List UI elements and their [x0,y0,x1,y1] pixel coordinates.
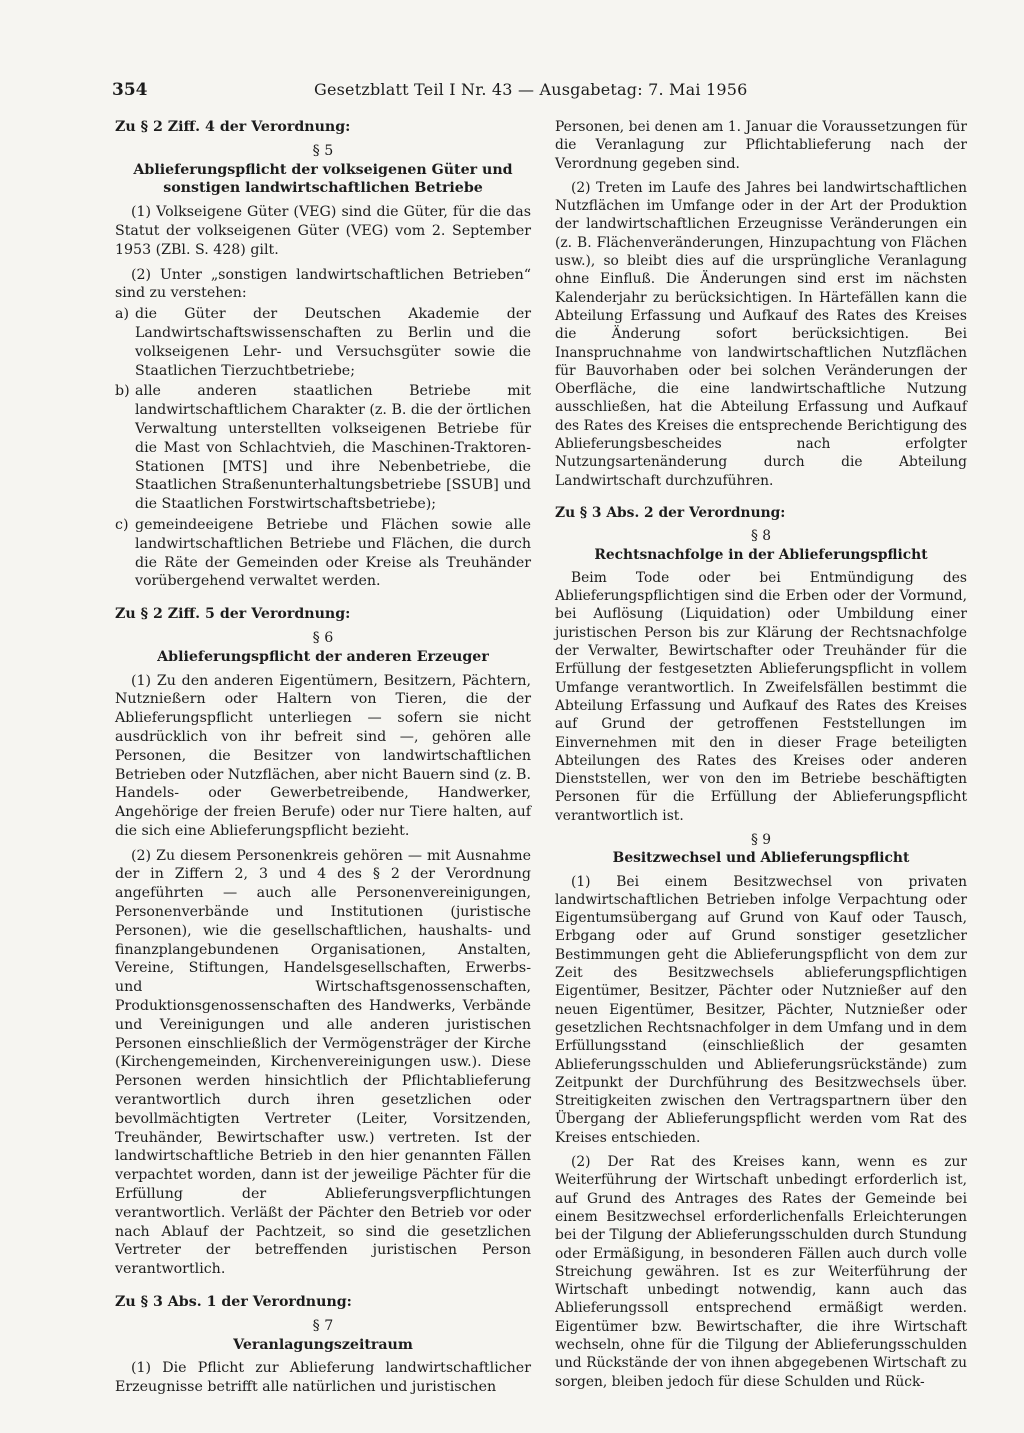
body-text: (2) Der Rat des Kreises kann, wenn es zur Weiterführung der Wirtschaft unbedingt erforderlich ist, auf Grund des Antrages des Rates der Gemeinde bei einem Besitzwechsel erforderlichenfalls Erleichterungen bei der Tilgung der Ablieferungsschulden durch Stundung oder Ermäßigung, in besonderen Fällen auch durch volle Streichung gewähren. Ist es zur Weiterführung der Wirtschaft unbedingt notwendig, kann auch das Ablieferungssoll entsprechend ermäßigt werden. Eigentümer bzw. Bewirtschafter, die ihre Wirtschaft wechseln, ohne für die Tilgung der Ablieferungsschulden und Rückstände der von ihnen abgegebenen Wirtschaft zu sorgen, bleiben jedoch für diese Schulden und Rück- [555,1154,967,1390]
running-title: Gesetzblatt Teil I Nr. 43 — Ausgabetag: 7. Mai 1956 [314,80,748,99]
body-text: (1) Die Pflicht zur Ablieferung landwirtschaftlicher Erzeugnisse betrifft alle natürlichen und juristischen [115,1360,531,1396]
body-text: Personen, bei denen am 1. Januar die Voraussetzungen für die Veranlagung zur Pflichtablieferung nach der Verordnung gegeben sind. [555,119,967,172]
list-label: c) [115,516,129,533]
list-text: alle anderen staatlichen Betriebe mit landwirtschaftlichem Charakter (z. B. die der örtlichen Verwaltung unterstellten volkseigenen Betriebe für die Mast von Schlachtvieh, die Maschinen-Traktoren-Stationen [MTS] und ihre Nebenbetriebe, die Staatlichen Straßenunterhaltungsbetriebe [SSUB] und die Staatlichen Forstwirtschaftsbetriebe); [135,383,531,513]
body-text: Beim Tode oder bei Entmündigung des Ablieferungspflichtigen sind die Erben oder der Vormund, bei Auflösung (Liquidation) oder Umbildung einer juristischen Person bis zur Klärung der Rechtsnachfolge der Verwalter, Bewirtschafter oder Treuhänder für die Erfüllung der festgesetzten Ablieferungspflicht in vollem Umfange verantwortlich. In Zweifelsfällen bestimmt die Abteilung Erfassung und Aufkauf des Rates des Kreises auf Grund der getroffenen Feststellungen im Einvernehmen mit den in dieser Frage beteiligten Abteilungen des Rates des Kreises oder anderen Dienststellen, wer von den im Betriebe beschäftigten Personen für die Erfüllung der Ablieferungspflicht verantwortlich ist. [555,569,967,824]
paragraph-title: Besitzwechsel und Ablieferungspflicht [612,850,910,867]
body-text: (1) Volkseigene Güter (VEG) sind die Güter, für die das Statut der volkseigenen Güter (VEG) vom 2. September 1953 (ZBl. S. 428) gilt. [115,204,531,258]
section-reference: Zu § 2 Ziff. 5 der Verordnung: [115,606,351,623]
body-text: (1) Zu den anderen Eigentümern, Besitzern, Pächtern, Nutznießern oder Haltern von Tieren, die der Ablieferungspflicht unterliegen — sofern sie nicht ausdrücklich von ihr befreit sind —, gehören alle Personen, die Besitzer von landwirtschaftlichen Betrieben oder Nutzflächen, aber nicht Bauern sind (z. B. Handels- oder Gewerbetreibende, Handwerker, Angehörige der freien Berufe) oder nur Tiere halten, auf die sich eine Ablieferungspflicht bezieht. [115,672,531,839]
list-label: b) [115,383,130,400]
body-text: (2) Zu diesem Personenkreis gehören — mit Ausnahme der in Ziffern 2, 3 und 4 des § 2 der Verordnung angeführten — auch alle Personenvereinigungen, Personenverbände und Institutionen (juristische Personen), wie die gesellschaftlichen, haushalts- und finanzplangebundenen Organisationen, Anstalten, Vereine, Stiftungen, Handelsgesellschaften, Erwerbs- und Wirtschaftsgenossenschaften, Produktionsgenossenschaften des Handwerks, Verbände und Vereinigungen und alle anderen juristischen Personen einschließlich der Vermögensträger der Kirche (Kirchengemeinden, Kirchenvereinigungen usw.). Diese Personen werden hinsichtlich der Pflichtablieferung verantwortlich durch ihren gesetzlichen oder bevollmächtigten Vertreter (Leiter, Vorsitzenden, Treuhänder, Bewirtschafter usw.) vertreten. Ist der landwirtschaftliche Betrieb in den hier genannten Fällen verpachtet worden, dann ist der jeweilige Pächter für die Erfüllung der Ablieferungsverpflichtungen verantwortlich. Verläßt der Pächter den Betrieb vor oder nach Ablauf der Pachtzeit, so sind die gesetzlichen Vertreter der betreffenden juristischen Person verantwortlich. [115,847,531,1278]
list-item [115,516,531,591]
paragraph-title: Veranlagungszeitraum [233,1336,413,1353]
list-text: gemeindeeigene Betriebe und Flächen sowie alle landwirtschaftlichen Betriebe und Flächen, die durch die Räte der Gemeinden oder Kreise als Treuhänder vorübergehend verwaltet werden. [135,516,531,590]
paragraph-number: § 6 [312,629,334,646]
section-reference: Zu § 2 Ziff. 4 der Verordnung: [115,119,351,135]
right-column [555,118,967,1397]
left-column [115,118,531,1403]
list-label: a) [115,306,129,323]
list-text: die Güter der Deutschen Akademie der Landwirtschaftswissenschaften zu Berlin und die volkseigenen Lehr- und Versuchsgüter sowie die Staatlichen Tierzuchtbetriebe; [135,306,531,379]
paragraph-number: § 8 [750,528,772,545]
body-text: (2) Unter „sonstigen landwirtschaftlichen Betrieben“ sind zu verstehen: [115,266,531,302]
paragraph-number: § 9 [750,831,772,848]
paragraph-number: § 5 [312,142,334,159]
paragraph-title: Ablieferungspflicht der anderen Erzeuger [157,648,489,665]
paragraph-title: Rechtsnachfolge in der Ablieferungspflicht [594,546,928,563]
paragraph-number: § 7 [312,1317,334,1334]
section-reference: Zu § 3 Abs. 1 der Verordnung: [115,1294,352,1311]
body-text: (2) Treten im Laufe des Jahres bei landwirtschaftlichen Nutzflächen im Umfange oder in der Art der Produktion der landwirtschaftlichen Erzeugnisse Veränderungen ein (z. B. Flächenveränderungen, Hinzupachtung von Flächen usw.), so bleibt dies auf die ursprüngliche Veranlagung ohne Einfluß. Die Änderungen sind erst im nächsten Kalenderjahr zu berücksichtigen. In Härtefällen kann die Abteilung Erfassung und Aufkauf des Rates des Kreises die Änderung sofort berücksichtigen. Bei Inanspruchnahme von landwirtschaftlichen Nutzflächen für Bauvorhaben oder bei solchen Veränderungen der Oberfläche, die eine landwirtschaftliche Nutzung ausschließen, hat die Abteilung Erfassung und Aufkauf des Rates des Kreises die entsprechende Berichtigung des Ablieferungsbescheides nach erfolgter Nutzungsartenänderung durch die Abteilung Landwirtschaft durchzuführen. [555,179,967,489]
page-header [112,80,962,104]
section-reference: Zu § 3 Abs. 2 der Verordnung: [555,504,786,521]
list-item [115,382,531,514]
page-number: 354 [112,80,148,100]
list-item [115,305,531,380]
paragraph-title: Ablieferungspflicht der volkseigenen Güter und sonstigen landwirtschaftlichen Betriebe [133,161,513,197]
body-text: (1) Bei einem Besitzwechsel von privaten landwirtschaftlichen Betrieben infolge Verpachtung oder Eigentumsübergang auf Grund von Kauf oder Tausch, Erbgang oder auf Grund sonstiger gesetzlicher Bestimmungen geht die Ablieferungspflicht von dem zur Zeit des Besitzwechsels ablieferungspflichtigen Eigentümer, Besitzer, Pächter oder Nutznießer auf den neuen Eigentümer, Besitzer, Pächter, Nutznießer oder gesetzlichen Rechtsnachfolger in dem Umfang und in dem Erfüllungsstand (einschließlich der gesamten Ablieferungsschulden und Ablieferungsrückstände) zum Zeitpunkt der Durchführung des Besitzwechsels über. Streitigkeiten zwischen den Vertragspartnern über den Übergang der Ablieferungspflicht werden vom Rat des Kreises entschieden. [555,873,967,1146]
